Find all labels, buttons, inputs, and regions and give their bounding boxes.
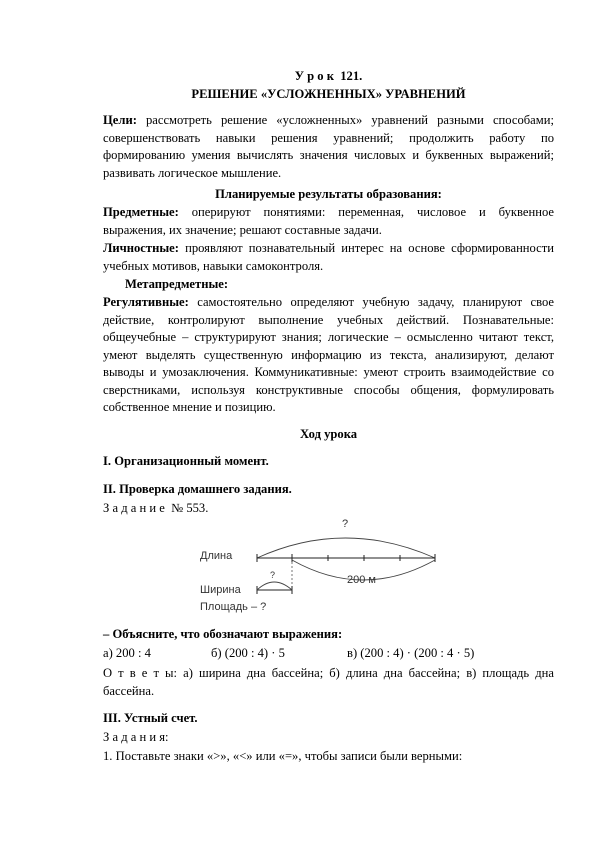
- subject-label: Предметные:: [103, 205, 179, 219]
- area-label: Площадь – ?: [200, 601, 267, 613]
- personal-label: Личностные:: [103, 241, 179, 255]
- length-brace: [257, 538, 435, 558]
- tasks-heading: [103, 729, 554, 747]
- section-mental-math: [103, 710, 554, 728]
- course-heading-text: Ход урока: [299, 427, 358, 441]
- regulative-results: [103, 294, 554, 417]
- section-organization: [103, 453, 554, 471]
- expression-b: б) (200 : 4) · 5: [211, 646, 285, 660]
- results-heading: [103, 186, 554, 204]
- explain-text: – Объясните, что обозначают выражения:: [103, 627, 343, 641]
- pool-diagram: [195, 518, 455, 618]
- goals-text: рассмотреть решение «усложненных» уравнений разными способами; совершенствовать навыки решения уравнений; продолжить работу по формированию умения вычислять значения числовых и буквенных выражений; развивать логическое мышление.: [103, 113, 554, 180]
- task-553-label: З а д а н и е № 553.: [103, 501, 209, 515]
- width-unknown-mark: ?: [270, 570, 276, 580]
- section3-text: III. Устный счет.: [103, 711, 198, 725]
- length-label: Длина: [200, 550, 233, 562]
- width-brace: [257, 582, 292, 590]
- expression-a: а) 200 : 4: [103, 646, 151, 660]
- section2-text: II. Проверка домашнего задания.: [103, 482, 292, 496]
- subject-text: оперируют понятиями: переменная, числовое и буквенное выражения, их значение; решают составные задачи.: [103, 205, 554, 237]
- lesson-number: [103, 68, 554, 86]
- explain-prompt: [103, 626, 554, 644]
- results-heading-text: Планируемые результаты образования:: [215, 187, 442, 201]
- regulative-text: самостоятельно определяют учебную задачу, планируют свое действие, контролируют выполнение учебных действий. Познавательные: общеучебные – структурируют знания; логические – осмысленно читают текст, умеют выделять существенную информацию из текста, анализируют, делают выводы и умозаключения. Коммуникативные: умеют строить взаимодействие со сверстниками, используя конструктивные способы общения, формулировать собственное мнение и позицию.: [103, 295, 554, 414]
- personal-text: проявляют познавательный интерес на основе сформированности учебных мотивов, навыки самоконтроля.: [103, 241, 554, 273]
- lesson-title-text: РЕШЕНИЕ «УСЛОЖНЕННЫХ» УРАВНЕНИЙ: [191, 87, 466, 101]
- task-1: [103, 748, 554, 766]
- task-553: [103, 500, 554, 518]
- goals-paragraph: [103, 112, 554, 182]
- expression-c: в) (200 : 4) · (200 : 4 · 5): [347, 646, 475, 660]
- tasks-label: З а д а н и я:: [103, 730, 169, 744]
- answers-text: а) ширина дна бассейна; б) длина дна бассейна; в) площадь дна бассейна.: [103, 666, 554, 698]
- lesson-label: У р о к 121.: [294, 69, 363, 83]
- section1-text: I. Организационный момент.: [103, 454, 269, 468]
- task1-text: 1. Поставьте знаки «>», «<» или «=», чтобы записи были верными:: [103, 749, 463, 763]
- length-unknown-mark: ?: [342, 518, 349, 530]
- lesson-title: [103, 86, 554, 104]
- answers-label: О т в е т ы:: [103, 666, 178, 680]
- distance-label: 200 м: [347, 574, 376, 586]
- goals-label: Цели:: [103, 113, 137, 127]
- meta-label: Метапредметные:: [125, 277, 229, 291]
- section-homework: [103, 481, 554, 499]
- answers-paragraph: [103, 665, 554, 700]
- meta-heading: [125, 276, 576, 294]
- subject-results: [103, 204, 554, 239]
- course-heading: [103, 426, 554, 444]
- regulative-label: Регулятивные:: [103, 295, 189, 309]
- width-label: Ширина: [200, 584, 241, 596]
- personal-results: [103, 240, 554, 275]
